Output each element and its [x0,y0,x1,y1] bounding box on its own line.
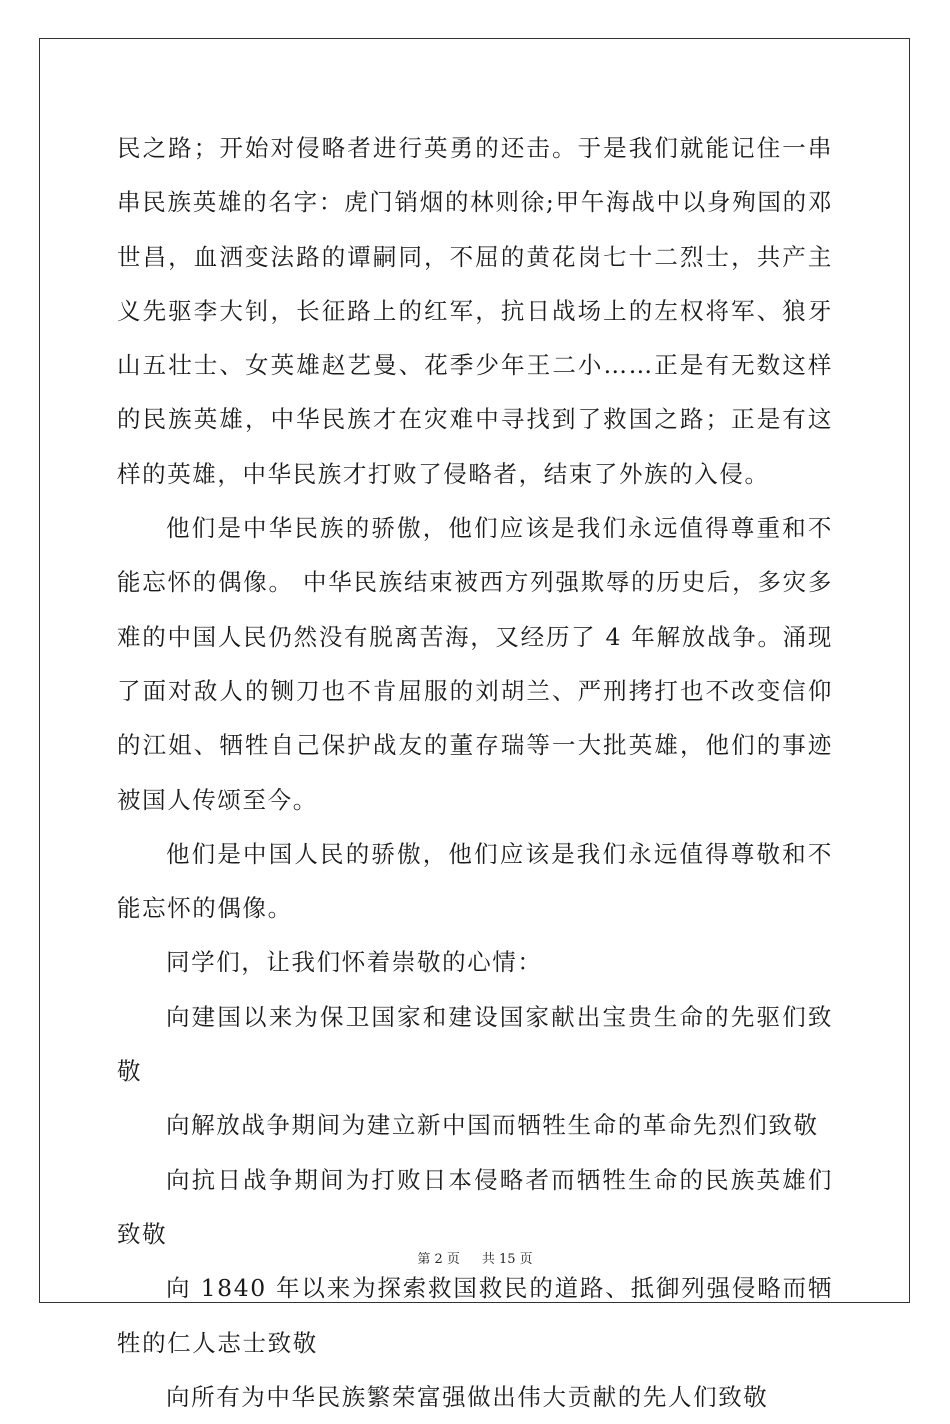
paragraph: 同学们，让我们怀着崇敬的心情： [166,948,543,977]
paragraph: 向抗日战争期间为打败日本侵略者而牺牲生命的民族英雄们致敬 [117,1165,833,1248]
paragraph: 向所有为中华民族繁荣富强做出伟大贡献的先人们致敬 [166,1382,769,1411]
paragraph: 向 1840 年以来为探索救国救民的道路、抵御列强侵略而牺牲的仁人志士致敬 [117,1274,833,1357]
document-body [117,121,833,1424]
page-total: 共 15 页 [481,1252,533,1267]
paragraph: 向建国以来为保卫国家和建设国家献出宝贵生命的先驱们致敬 [117,1002,833,1086]
paragraph: 向解放战争期间为建立新中国而牺牲生命的革命先烈们致敬 [166,1111,819,1140]
page-footer [0,1248,950,1267]
paragraph: 民之路；开始对侵略者进行英勇的还击。于是我们就能记住一串串民族英雄的名字：虎门销烟的林则徐;甲午海战中以身殉国的邓世昌，血洒变法路的谭嗣同，不屈的黄花岗七十二烈士，共产主义先驱李大钊，长征路上的红军，抗日战场上的左权将军、狼牙山五壮士、女英雄赵艺曼、花季少年王二小……正是有无数这样的民族英雄，中华民族才在灾难中寻找到了救国之路；正是有这样的英雄，中华民族才打败了侵略者，结束了外族的入侵。 [117,134,833,488]
page-number: 第 2 页 [417,1252,460,1267]
paragraph: 他们是中华民族的骄傲，他们应该是我们永远值得尊重和不能忘怀的偶像。 中华民族结束被西方列强欺辱的历史后，多灾多难的中国人民仍然没有脱离苦海，又经历了 4 年解放战争。涌现了面对敌人的铡刀也不肯屈服的刘胡兰、严刑拷打也不改变信仰的江姐、牺牲自己保护战友的董存瑞等一大批英雄，他们的事迹被国人传颂至今。 [117,514,833,814]
paragraph: 他们是中国人民的骄傲，他们应该是我们永远值得尊敬和不能忘怀的偶像。 [117,839,833,923]
